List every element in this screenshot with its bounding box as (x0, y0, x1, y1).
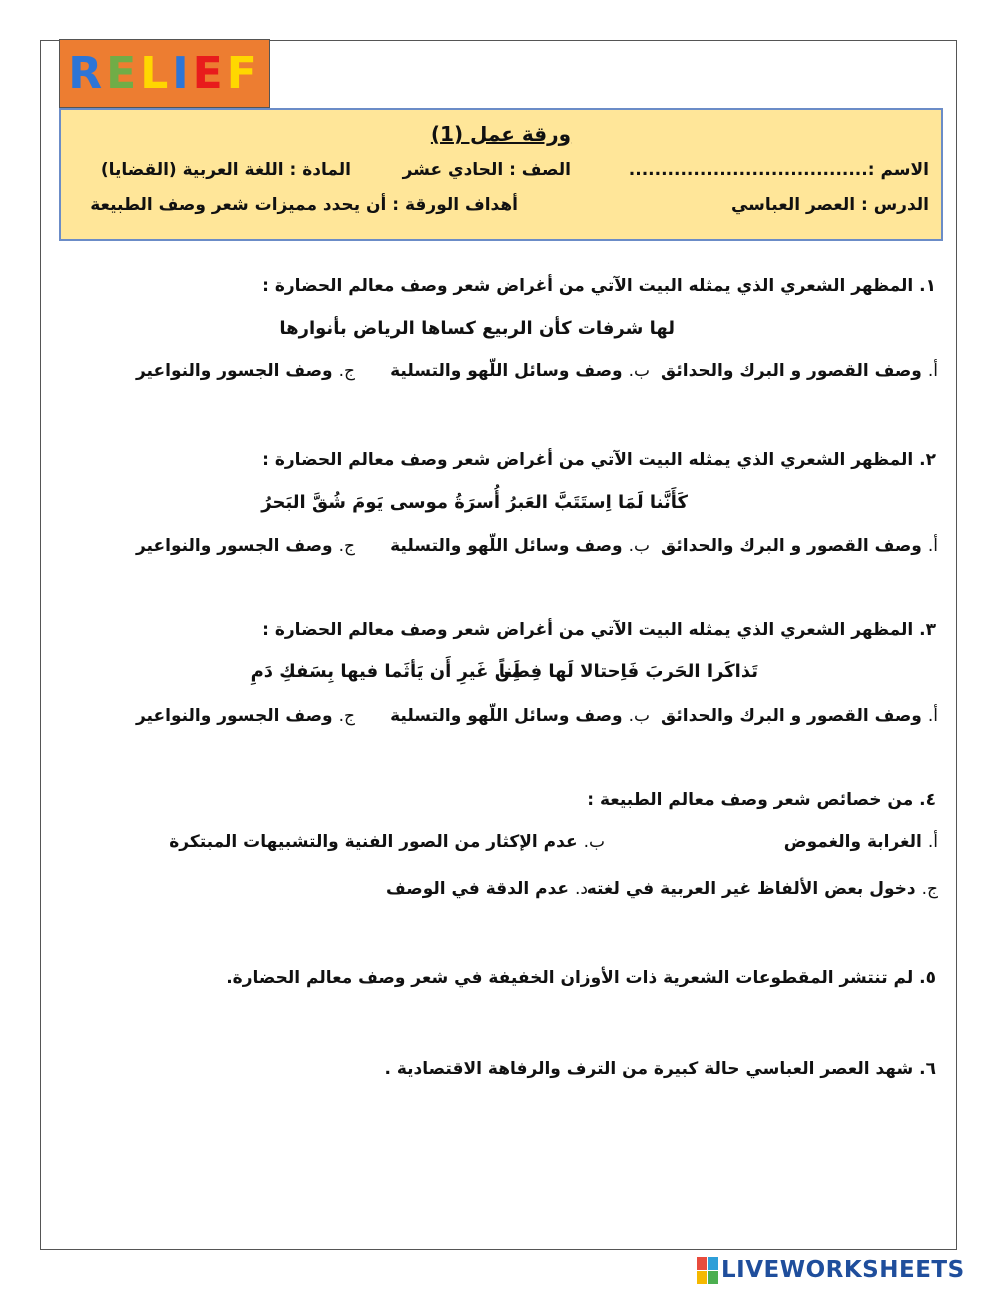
question-3: ٣. المظهر الشعري الذي يمثله البيت الآتي من أغراض شعر وصف معالم الحضارة : (262, 620, 936, 640)
q1-option-a[interactable]: أ.وصف القصور و البرك والحدائق (661, 361, 938, 381)
q2-option-b[interactable]: ب.وصف وسائل اللّهو والتسلية (390, 536, 650, 556)
q1-option-c[interactable]: ج.وصف الجسور والنواعير (135, 361, 355, 381)
student-name (629, 160, 929, 180)
q4-option-a[interactable]: أ.الغرابة والغموض (783, 832, 938, 852)
question-2: ٢. المظهر الشعري الذي يمثله البيت الآتي من أغراض شعر وصف معالم الحضارة : (262, 450, 936, 470)
subject-label: المادة : اللغة العربية (القضايا) (100, 160, 351, 180)
liveworksheets-icon (697, 1257, 718, 1284)
liveworksheets-text: LIVEWORKSHEETS (721, 1257, 965, 1283)
question-5: ٥. لم تنتشر المقطوعات الشعرية ذات الأوزان الخفيفة في شعر وصف معالم الحضارة. (226, 968, 936, 988)
question-2-verse: كَأَنَّنا لَمَا اِستَتَبَّ العَبرُ أُسرَةُ موسى يَومَ شُقَّ البَحرُ (261, 492, 688, 513)
q3-option-b[interactable]: ب.وصف وسائل اللّهو والتسلية (390, 706, 650, 726)
question-3-verse-a: تَذاكَرا الحَربَ فَاِحتالا لَها فِطَناً (498, 661, 758, 682)
question-1: ١. المظهر الشعري الذي يمثله البيت الآتي من أغراض شعر وصف معالم الحضارة : (262, 276, 936, 296)
q4-option-b[interactable]: ب.عدم الإكثار من الصور الفنية والتشبيهات المبتكرة (169, 832, 605, 852)
name-label: الاسم : (867, 160, 929, 180)
question-3-verse-b: مِن غَيرِ أَن يَأثَما فيها بِسَفكِ دَمِ (250, 661, 522, 682)
name-blank[interactable]: ..................................... (628, 160, 868, 180)
class-label: الصف : الحادي عشر (402, 160, 571, 180)
question-1-verse: لها شرفات كأن الربيع كساها الرياض بأنوارها (279, 318, 675, 339)
worksheet-header (59, 108, 943, 241)
liveworksheets-brand (697, 1256, 965, 1284)
q2-option-c[interactable]: ج.وصف الجسور والنواعير (135, 536, 355, 556)
q1-option-b[interactable]: ب.وصف وسائل اللّهو والتسلية (390, 361, 650, 381)
q3-option-a[interactable]: أ.وصف القصور و البرك والحدائق (661, 706, 938, 726)
question-4: ٤. من خصائص شعر وصف معالم الطبيعة : (587, 790, 936, 810)
q4-option-c[interactable]: ج.دخول بعض الألفاظ غير العربية في لغته (586, 879, 938, 899)
lesson-label: الدرس : العصر العباسي (730, 195, 929, 215)
question-6: ٦. شهد العصر العباسي حالة كبيرة من الترف والرفاهة الاقتصادية . (384, 1059, 936, 1079)
q2-option-a[interactable]: أ.وصف القصور و البرك والحدائق (661, 536, 938, 556)
q3-option-c[interactable]: ج.وصف الجسور والنواعير (135, 706, 355, 726)
relief-logo (59, 39, 270, 108)
goals-label: أهداف الورقة : أن يحدد مميزات شعر وصف الطبيعة (90, 195, 518, 215)
worksheet-title: ورقة عمل (1) (430, 122, 572, 146)
relief-logo-text: RELIEF (68, 48, 261, 99)
q4-option-d[interactable]: د.عدم الدقة في الوصف (386, 879, 588, 899)
